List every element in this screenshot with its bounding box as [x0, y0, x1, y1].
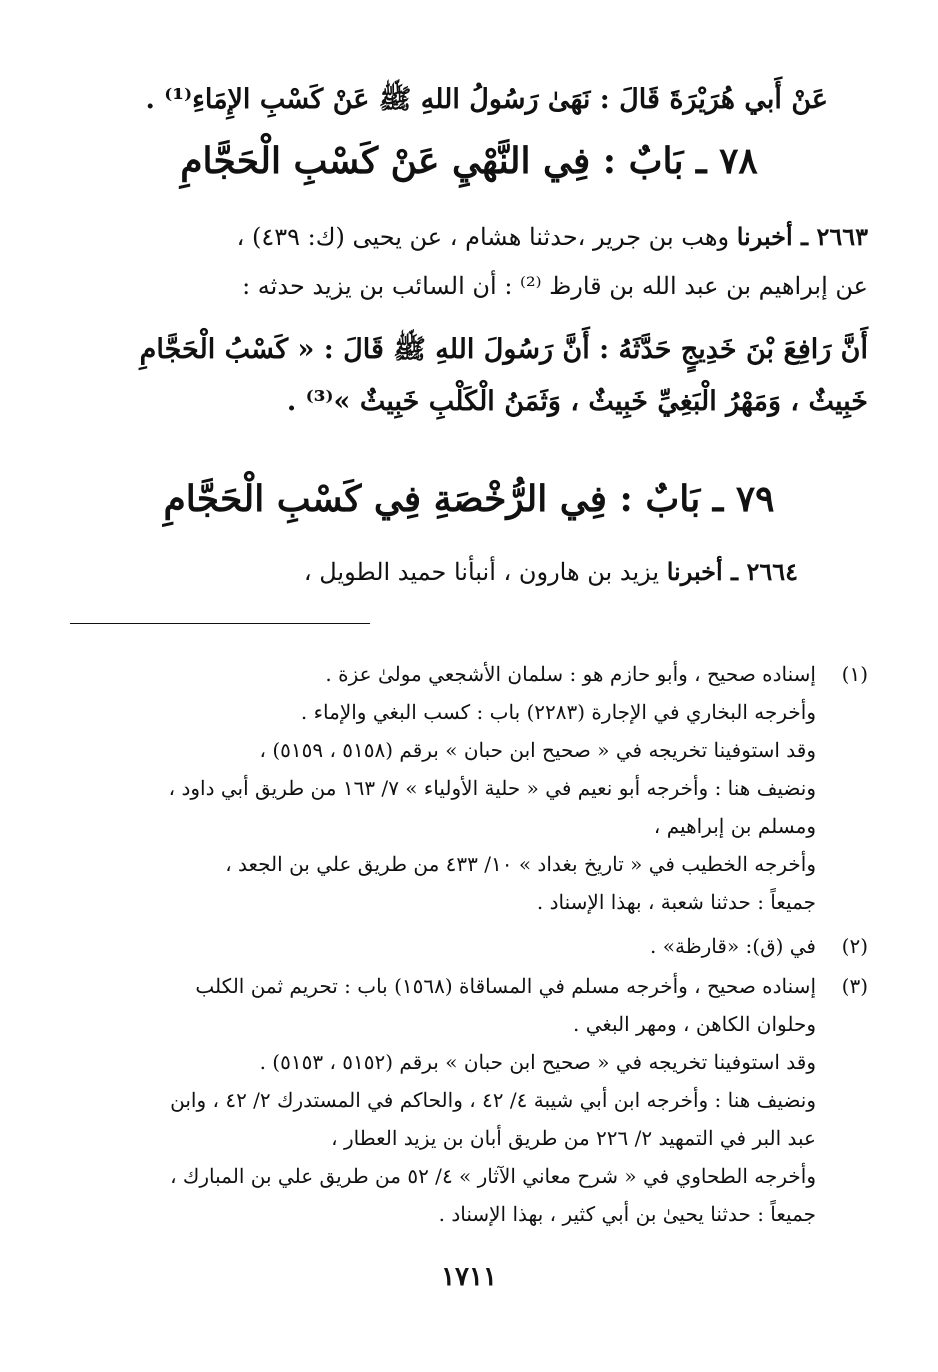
- footnote-line: في (ق): «قارظة» .: [650, 934, 816, 958]
- page-number: ١٧١١: [441, 1262, 497, 1292]
- footnote-line: وحلوان الكاهن ، ومهر البغي .: [572, 1012, 816, 1036]
- hadith-text-line: عَنْ أَبي هُرَيْرَةَ قَالَ : نَهَىٰ رَسُولُ اللهِ ﷺ عَنْ كَسْبِ الإِمَاءِ⁽¹⁾ .: [145, 84, 828, 115]
- footnote-line: عبد البر في التمهيد ٢/ ٢٢٦ من طريق أبان بن يزيد العطار ،: [331, 1126, 816, 1150]
- hadith-2663-isnad-line1: [70, 222, 868, 251]
- footnote-line: وأخرجه الخطيب في « تاريخ بغداد » ١٠/ ٤٣٣ من طريق علي بن الجعد ،: [225, 852, 816, 876]
- hadith-2663-matn-line1: أَنَّ رَافِعَ بْنَ خَدِيجٍ حَدَّثَهُ : أَنَّ رَسُولَ اللهِ ﷺ قَالَ : « كَسْبُ الْحَجَّامِ: [139, 334, 868, 365]
- footnote-line: إسناده صحيح ، وأبو حازم هو : سلمان الأشجعي مولىٰ عزة .: [325, 662, 816, 686]
- isnad-text: وهب بن جرير ،حدثنا هشام ، عن يحيى (ك: ٤٣٩) ،: [236, 223, 730, 251]
- isnad-text: يزيد بن هارون ، أنبأنا حميد الطويل ،: [303, 558, 660, 586]
- footnote-line: ومسلم بن إبراهيم ،: [653, 814, 816, 838]
- hadith-number: ٢٦٦٣ ـ أخبرنا: [736, 222, 868, 251]
- footnote-separator: [70, 623, 370, 624]
- chapter-heading-78: ٧٨ ـ بَابٌ : فِي النَّهْيِ عَنْ كَسْبِ الْحَجَّامِ: [180, 140, 758, 182]
- hadith-2663-matn-line2: خَبِيثٌ ، وَمَهْرُ الْبَغِيِّ خَبِيثٌ ، وَثَمَنُ الْكَلْبِ خَبِيثٌ »⁽³⁾ .: [286, 386, 868, 417]
- footnote-line: وأخرجه الطحاوي في « شرح معاني الآثار » ٤/ ٥٢ من طريق علي بن المبارك ،: [170, 1164, 816, 1188]
- footnote-line: ونضيف هنا : وأخرجه ابن أبي شيبة ٤/ ٤٢ ، والحاكم في المستدرك ٢/ ٤٢ ، وابن: [170, 1088, 816, 1112]
- footnote-marker: (١): [841, 662, 868, 686]
- footnote-marker: (٢): [841, 934, 868, 958]
- hadith-2663-isnad-line2: عن إبراهيم بن عبد الله بن قارظ ⁽²⁾ : أن السائب بن يزيد حدثه :: [242, 272, 868, 300]
- footnote-line: وقد استوفينا تخريجه في « صحيح ابن حبان » برقم (٥١٥٨ ، ٥١٥٩) ،: [259, 738, 816, 762]
- footnote-marker: (٣): [841, 974, 868, 998]
- chapter-heading-79: ٧٩ ـ بَابٌ : فِي الرُّخْصَةِ فِي كَسْبِ الْحَجَّامِ: [163, 478, 775, 520]
- footnote-line: وقد استوفينا تخريجه في « صحيح ابن حبان » برقم (٥١٥٢ ، ٥١٥٣) .: [259, 1050, 816, 1074]
- hadith-number: ٢٦٦٤ ـ أخبرنا: [666, 557, 798, 586]
- footnote-line: جميعاً : حدثنا شعبة ، بهذا الإسناد .: [536, 890, 816, 914]
- footnote-line: ونضيف هنا : وأخرجه أبو نعيم في « حلية الأولياء » ٧/ ١٦٣ من طريق أبي داود ،: [168, 776, 816, 800]
- hadith-2664-isnad-line1: [70, 557, 798, 586]
- footnote-line: إسناده صحيح ، وأخرجه مسلم في المساقاة (١٥٦٨) باب : تحريم ثمن الكلب: [195, 974, 816, 998]
- footnote-line: جميعاً : حدثنا يحيىٰ بن أبي كثير ، بهذا الإسناد .: [438, 1202, 816, 1226]
- footnote-line: وأخرجه البخاري في الإجارة (٢٢٨٣) باب : كسب البغي والإماء .: [300, 700, 816, 724]
